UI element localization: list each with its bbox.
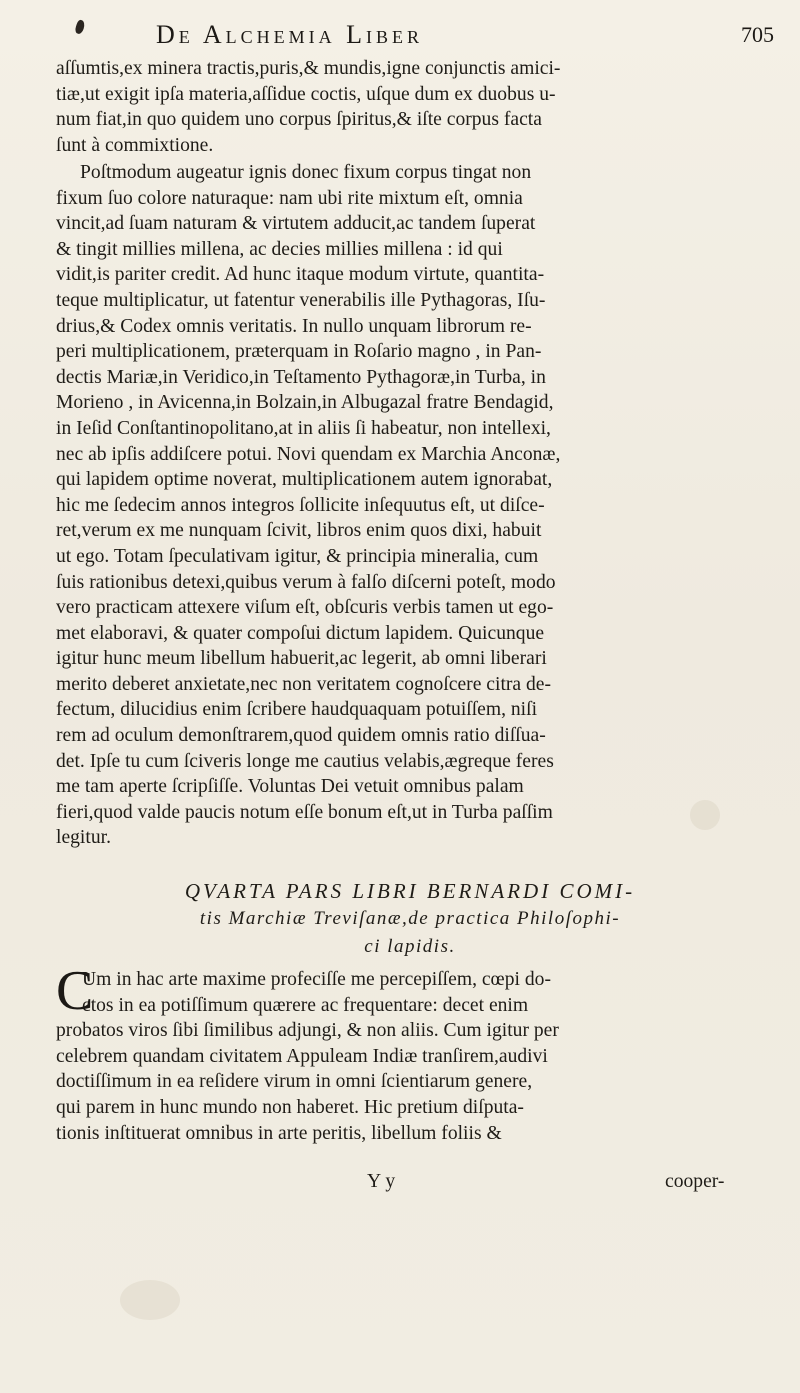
text-line: teque multiplicatur, ut fatentur venerabilis ille Pythagoras, Iſu- [56,289,546,311]
text-line: rem ad oculum demonſtrarem,quod quidem omnis ratio diſſua- [56,725,546,747]
running-title: De Alchemia Liber [156,20,423,49]
paragraph [56,967,772,1146]
text-line: ut ego. Totam ſpeculativam igitur, & principia mineralia, cum [56,545,539,567]
text-line: tiæ,ut exigit ipſa materia,aſſidue coctis, uſque dum ex duobus u- [56,83,556,105]
text-line: qui parem in hunc mundo non haberet. Hic pretium diſputa- [56,1096,524,1118]
text-line: Poſtmodum augeatur ignis donec fixum corpus tingat non [80,162,532,183]
text-line: ret,verum ex me nunquam ſcivit, libros enim quos dixi, habuit [56,520,542,542]
text-line: det. Ipſe tu cum ſciveris longe me cautius velabis,ægreque feres [56,750,554,772]
text-line: ſunt à commixtione. [56,134,214,156]
text-line: hic me ſedecim annos integros ſollicite inſequutus eſt, ut diſce- [56,494,545,516]
running-header [36,20,780,56]
text-line: doctiſſimum in ea reſidere virum in omni ſcientiarum genere, [56,1071,533,1093]
text-line: num fiat,in quo quidem uno corpus ſpiritus,& iſte corpus facta [56,109,542,131]
text-line: nec ab ipſis addiſcere potui. Novi quendam ex Marchia Anconæ, [56,443,561,465]
text-line: ctos in ea potiſſimum quærere ac frequentare: decet enim [82,994,529,1016]
text-line: legitur. [56,827,111,849]
text-line: me tam aperte ſcripſiſſe. Voluntas Dei vetuit omnibus palam [56,776,524,798]
text-line: fectum, dilucidius enim ſcribere haudquaquam potuiſſem, niſi [56,699,538,721]
page-number: 705 [741,22,774,47]
drop-cap: C [56,960,94,1022]
text-line: drius,& Codex omnis veritatis. In nullo unquam librorum re- [56,315,532,337]
heading-line: ci lapidis. [364,936,456,957]
signature-mark: Y y [367,1171,396,1192]
text-line: tionis inſtituerat omnibus in arte peritis, libellum foliis & [56,1122,502,1144]
text-line: dectis Mariæ,in Veridico,in Teſtamento Pythagoræ,in Turba, in [56,366,546,388]
text-line: met elaboravi, & quater compoſui dictum lapidem. Quicunque [56,622,545,644]
paragraph [56,160,772,851]
paragraph-dropcap [56,960,772,1146]
text-line: vincit,ad ſuam naturam & virtutem adducit,ac tandem ſuperat [56,213,536,235]
text-line: celebrem quandam civitatem Appuleam Indiæ tranſirem,audivi [56,1045,548,1067]
paragraph-main [56,160,772,851]
section-heading [60,877,760,961]
text-line: merito deberet anxietate,nec non veritatem cognoſcere citra de- [56,673,552,695]
text-line: in Ieſid Conſtantinopolitano,at in aliis ſi habeatur, non intellexi, [56,417,551,439]
catchword: cooper- [665,1171,725,1192]
text-line: qui lapidem optime noverat, multiplicationem autem ignorabat, [56,469,553,491]
text-line: fixum ſuo colore naturaque: nam ubi rite mixtum eſt, omnia [56,187,523,209]
heading-line: tis Marchiæ Treviſanæ,de practica Philoſophi- [199,908,621,929]
text-line: peri multiplicationem, præterquam in Roſario magno , in Pan- [56,341,542,363]
text-line: vidit,is pariter credit. Ad hunc itaque modum virtute, quantita- [56,264,545,286]
paragraph-continuation [56,56,772,158]
text-line: ſuis rationibus detexi,quibus verum à falſo diſcerni poteſt, modo [56,571,556,593]
heading-line: QVARTA PARS LIBRI BERNARDI COMI- [184,879,636,903]
text-line: igitur hunc meum libellum habuerit,ac legerit, ab omni liberari [56,648,547,670]
text-line: probatos viros ſibi ſimilibus adjungi, & non aliis. Cum igitur per [56,1020,559,1042]
text-line: fieri,quod valde paucis notum eſſe bonum eſt,ut in Turba paſſim [56,801,553,823]
text-line: & tingit millies millena, ac decies millies millena : id qui [56,238,503,260]
text-line: Morieno , in Avicenna,in Bolzain,in Albugazal fratre Bendagid, [56,392,554,414]
text-line: vero practicam attexere viſum eſt, obſcuris verbis tamen ut ego- [56,597,554,619]
ink-blot [74,19,86,35]
text-line: Um in hac arte maxime profeciſſe me percepiſſem, cœpi do- [82,969,551,990]
paper-stain [120,1280,180,1320]
paragraph [56,56,772,158]
text-line: aſſumtis,ex minera tractis,puris,& mundis,igne conjunctis amici- [56,58,561,79]
